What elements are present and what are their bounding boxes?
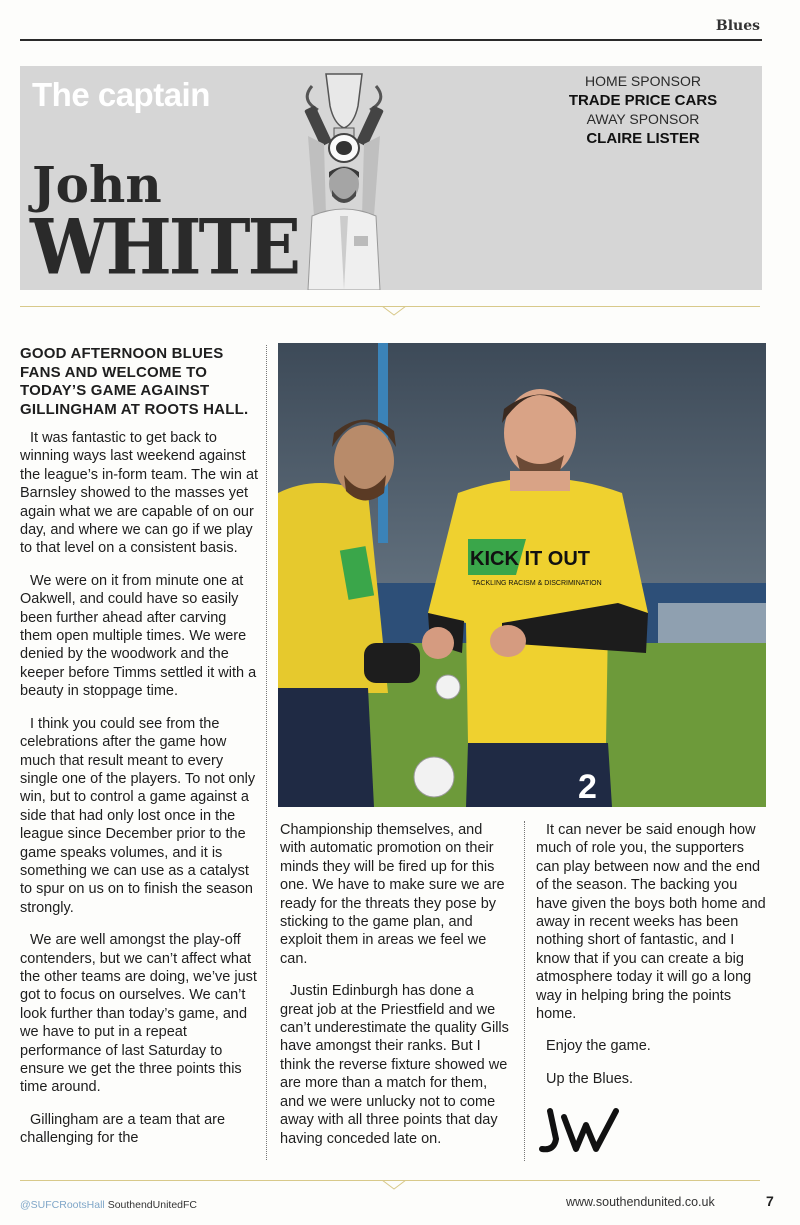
article-paragraph: It can never be said enough how much of role you, the supporters can play between now and the end of the season. The backing you have given the boys both home and away in recent weeks has been nothing short of fantastic, and I know that if you can create a big atmosphere today it will go a long way in helping bring the points home. (536, 822, 766, 1023)
kick-it-out-tagline: TACKLING RACISM & DISCRIMINATION (472, 580, 602, 587)
footer-social (20, 1199, 197, 1211)
away-sponsor-label: AWAY SPONSOR (586, 111, 700, 127)
away-sponsor-name: CLAIRE LISTER (586, 130, 700, 147)
gold-divider-notch (382, 1180, 406, 1190)
article-column-3 (536, 821, 766, 1102)
captain-banner (20, 66, 762, 290)
column-divider (524, 821, 525, 1161)
home-sponsor-name: TRADE PRICE CARS (568, 92, 718, 109)
article-paragraph: We are well amongst the play-off contenders, but we can’t affect what the other teams are doing, we’ve just got to focus on ourselves. We can’t look further than today’s game, and we have to put in a repeat performance of last Saturday to ensure we get the three points this time around. (20, 932, 257, 1096)
signature-jw (536, 1105, 628, 1157)
article-intro: GOOD AFTERNOON BLUES FANS AND WELCOME TO TODAY’S GAME AGAINST GILLINGHAM AT ROOTS HALL. (20, 345, 249, 418)
gold-divider-notch (382, 306, 406, 316)
footer-website: www.southendunited.co.uk (566, 1195, 715, 1209)
article-signoff: Enjoy the game. (546, 1038, 651, 1055)
article-paragraph: It was fantastic to get back to winning ways last weekend against the league’s in-form team. The win at Barnsley showed to the masses yet again what we are capable of on our day, and where we can go if we play to that level on a consistent basis. (20, 430, 259, 557)
article-column-2 (280, 821, 510, 1162)
section-tag: Blues (715, 18, 760, 34)
article-signoff: Up the Blues. (546, 1070, 634, 1087)
article-paragraph: I think you could see from the celebrations after the game how much that result meant to every single one of the players. To not only win, but to control a game against a side that had only lost once in the league since December prior to the game speaks volumes, and it is something we can use as a catalyst to spur on us on to finish the season strongly. (20, 715, 256, 916)
page-number: 7 (766, 1193, 774, 1209)
banner-title: The captain (32, 76, 210, 113)
footer-social-name: SouthendUnitedFC (107, 1199, 197, 1211)
column-divider (266, 345, 267, 1160)
footer-social-handle: @SUFCRootsHall (20, 1199, 105, 1211)
article-paragraph: Gillingham are a team that are challenging for the (20, 1111, 226, 1147)
players-warmup-photo (278, 343, 766, 807)
kick-it-out-logo: KICK IT OUT (470, 548, 590, 570)
article-paragraph: Championship themselves, and with automatic promotion on their minds they will be fired up for this one. We have to make sure we are ready for the threats they pose by sticking to the game plan, and exploit them in areas we feel we can. (280, 822, 505, 967)
shirt-number: 2 (578, 768, 597, 806)
article-paragraph: Justin Edinburgh has done a great job at the Priestfield and we can’t underestimate the quality Gills have amongst their ranks. But I think the reverse fixture showed we are more than a match for them, and we were unlucky not to come away with all three points that day having conceded late on. (280, 983, 509, 1147)
home-sponsor-label: HOME SPONSOR (585, 73, 701, 89)
top-rule (20, 39, 762, 41)
captain-first-name: John (32, 155, 162, 214)
captain-last-name: WHITE (30, 202, 298, 290)
article-paragraph: We were on it from minute one at Oakwell, and could have so easily been further ahead after carving them open multiple times. We were denied by the woodwork and the keeper before Timms settled it with a beauty in stoppage time. (20, 572, 257, 700)
sponsor-block (568, 72, 718, 148)
article-column-1 (20, 345, 260, 1162)
captain-trophy-photo (288, 66, 398, 290)
